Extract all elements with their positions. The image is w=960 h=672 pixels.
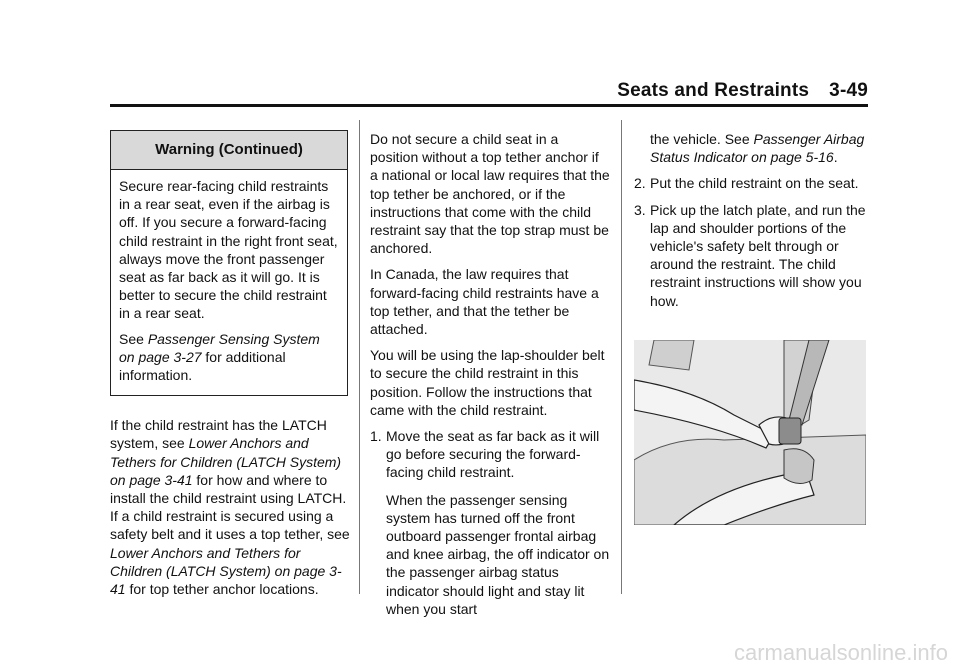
step-number: 3. <box>634 201 646 218</box>
step-text: Pick up the latch plate, and run the lap and shoulder portions of the vehicle's safety belt through or around the restraint. The child restraint instructions will show you how. <box>650 201 866 309</box>
step-number: 2. <box>634 175 646 192</box>
step-1-continued <box>634 130 870 166</box>
column-3 <box>634 130 870 318</box>
column-divider-1 <box>359 120 360 594</box>
step-text: Put the child restraint on the seat. <box>650 175 859 192</box>
step-3 <box>634 201 870 310</box>
header-rule <box>110 104 868 107</box>
text: See <box>119 330 148 347</box>
latch-paragraph <box>110 416 350 598</box>
step-note: When the passenger sensing system has turned off the front outboard passenger frontal airbag and knee airbag, the off indicator on the passenger airbag status indicator should light and stay lit when you start <box>386 491 610 617</box>
lap-shoulder-paragraph: You will be using the lap-shoulder belt to secure the child restraint in this position. Follow the instructions that came with the child restraint. <box>370 347 605 418</box>
text: . <box>833 149 838 166</box>
warning-body <box>111 170 347 395</box>
column-divider-2 <box>621 120 622 594</box>
warning-title: Warning (Continued) <box>111 131 347 170</box>
tether-paragraph: Do not secure a child seat in a position without a top tether anchor if a national or local law requires that the top tether be anchored, or if the instructions that come with the child restraint say that the top strap must be anchored. <box>370 131 610 257</box>
column-2 <box>370 130 610 626</box>
latch-plate-illustration <box>634 340 866 525</box>
column-1 <box>110 130 350 606</box>
text: If the child restraint has the LATCH system, see <box>110 417 327 452</box>
page-number: 3-49 <box>829 80 868 101</box>
latch-link-1[interactable]: Lower Anchors and Tethers for Children (LATCH System) on page 3-41 <box>110 435 342 488</box>
warning-box <box>110 130 348 396</box>
warning-paragraph-2 <box>119 330 339 385</box>
watermark: carmanualsonline.info <box>733 640 948 665</box>
latch-plate <box>779 418 801 444</box>
page-header <box>617 80 868 102</box>
step-2 <box>634 174 870 192</box>
text: for top tether anchor locations. <box>125 581 319 598</box>
text: for how and where to install the child restraint using LATCH. If a child restraint is secured using a safety belt and it uses a top tether, see <box>110 471 350 543</box>
warning-paragraph-1: Secure rear-facing child restraints in a rear seat, even if the airbag is off. If you secure a forward-facing child restraint in the right front seat, always move the front passenger seat as far back as it will go. It is better to secure the child restraint in a rear seat. <box>119 178 338 322</box>
text: for additional information. <box>119 348 286 384</box>
step-number: 1. <box>370 428 382 445</box>
airbag-status-link[interactable]: Passenger Airbag Status Indicator on page 5-16 <box>650 131 865 166</box>
canada-paragraph: In Canada, the law requires that forward-facing child restraints have a top tether, and that the tether be attached. <box>370 266 599 338</box>
step-1 <box>370 427 610 618</box>
step-text: Move the seat as far back as it will go before securing the forward-facing child restraint. <box>386 428 600 481</box>
section-title: Seats and Restraints <box>617 80 810 101</box>
latch-link-2[interactable]: Lower Anchors and Tethers for Children (LATCH System) on page 3-41 <box>110 544 342 598</box>
passenger-sensing-link[interactable]: Passenger Sensing System on page 3-27 <box>119 330 320 365</box>
text: the vehicle. See <box>650 131 754 147</box>
seat-edge <box>649 340 694 370</box>
